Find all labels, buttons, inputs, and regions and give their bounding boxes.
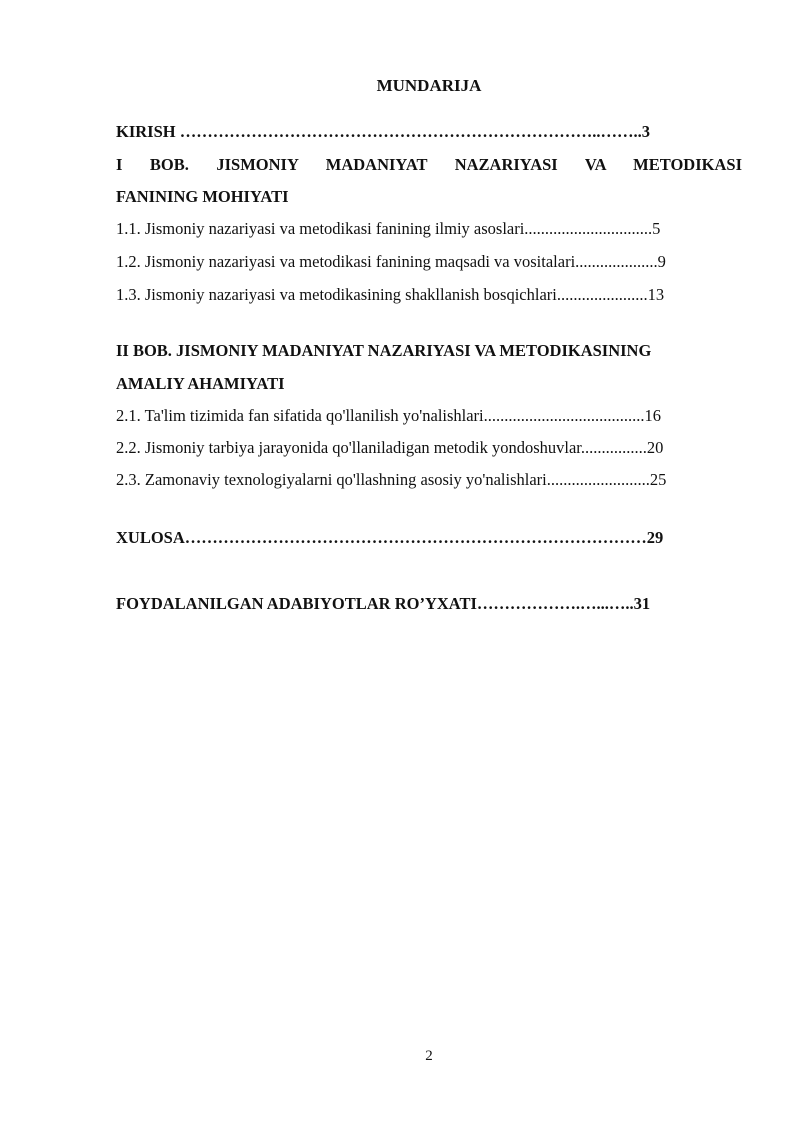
toc-chapter-1-heading-cont: FANINING MOHIYATI [116,187,289,206]
toc-entry-2-3: 2.3. Zamonaviy texnologiyalarni qo'llashning asosiy yo'nalishlari.........................25 [116,470,667,489]
toc-entry-1-3: 1.3. Jismoniy nazariyasi va metodikasining shakllanish bosqichlari......................13 [116,285,665,304]
page-title: MUNDARIJA [376,76,482,95]
toc-entry-references: FOYDALANILGAN ADABIYOTLAR RO’YXATI……………….…...…..31 [116,594,651,613]
page-number: 2 [425,1048,433,1064]
toc-entry-2-2: 2.2. Jismoniy tarbiya jarayonida qo'llaniladigan metodik yondoshuvlar................20 [116,438,664,457]
toc-entry-1-2: 1.2. Jismoniy nazariyasi va metodikasi fanining maqsadi va vositalari....................9 [116,252,666,271]
toc-chapter-1-heading: I BOB. JISMONIY MADANIYAT NAZARIYASI VA METODIKASI [116,155,742,174]
toc-chapter-2-heading: II BOB. JISMONIY MADANIYAT NAZARIYASI VA METODIKASINING [116,341,652,360]
toc-entry-2-1: 2.1. Ta'lim tizimida fan sifatida qo'llanilish yo'nalishlari.......................................16 [116,406,662,425]
toc-entry-kirish: KIRISH …………………………………………………………………..……..3 [116,122,650,141]
toc-entry-xulosa: XULOSA…………………………………………………………………………29 [116,528,664,547]
toc-entry-1-1: 1.1. Jismoniy nazariyasi va metodikasi fanining ilmiy asoslari...............................5 [116,219,661,238]
toc-chapter-2-heading-cont: AMALIY AHAMIYATI [116,374,285,393]
